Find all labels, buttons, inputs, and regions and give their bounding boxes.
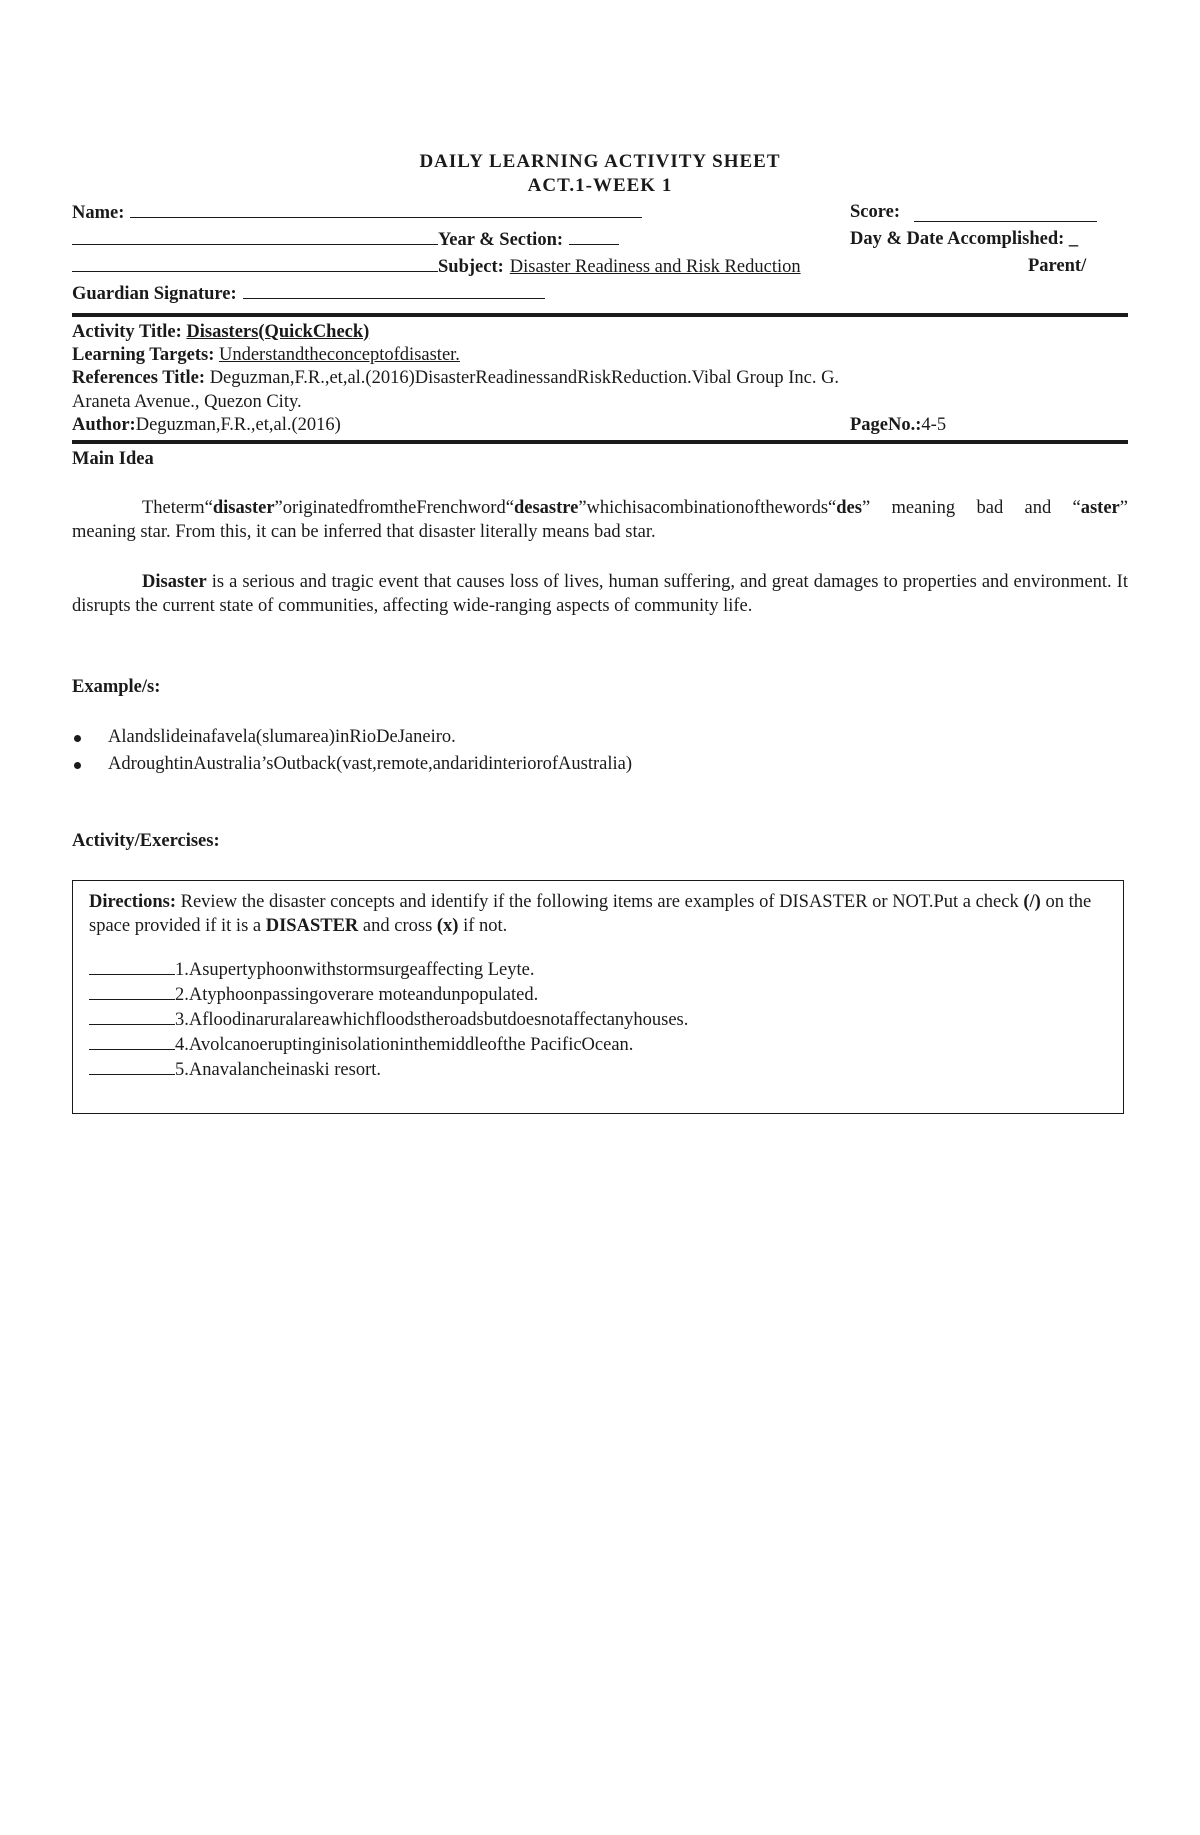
subject-label: Subject: [438, 256, 504, 277]
author-value: Deguzman,F.R.,et,al.(2016) [135, 414, 341, 435]
activity-title-line [72, 321, 1128, 344]
parent-label: Parent/ [1028, 255, 1087, 276]
directions-part-a: Review the disaster concepts and identify if the following items are examples of DISASTER or NOT.Put a check [176, 891, 1024, 912]
divider-top [72, 313, 1128, 317]
learning-targets-label: Learning Targets: [72, 344, 215, 365]
term-aster: aster [1080, 498, 1120, 519]
name-continuation-blank[interactable] [72, 228, 438, 245]
term-desastre: desastre [513, 498, 579, 519]
guardian-signature-blank[interactable] [243, 282, 545, 299]
cross-mark-symbol: (x) [436, 915, 459, 936]
directions-part-d: if not. [458, 915, 508, 936]
exercise-item [89, 1033, 1107, 1058]
learning-targets-value: Understandtheconceptofdisaster. [218, 344, 460, 365]
document-content [72, 150, 1128, 1114]
directions-text [89, 890, 1107, 938]
activity-title-value: Disasters(QuickCheck) [186, 321, 370, 342]
check-mark-symbol: (/) [1023, 891, 1041, 912]
year-section-label: Year & Section: [438, 229, 564, 250]
directions-box [72, 880, 1124, 1114]
subject-row [72, 255, 1128, 282]
directions-part-c: and cross [358, 915, 437, 936]
guardian-row [72, 282, 1128, 309]
references-line [72, 367, 1128, 390]
references-line-2: Araneta Avenue., Quezon City. [72, 391, 302, 412]
answer-blank[interactable] [89, 1058, 175, 1075]
sheet-title: DAILY LEARNING ACTIVITY SHEET [419, 151, 781, 172]
exercise-item [89, 983, 1107, 1008]
name-label: Name: [72, 202, 125, 223]
exercise-text: 3.Afloodinaruralareawhichfloodstheroadsbutdoesnotaffectanyhouses. [175, 1009, 689, 1030]
directions-label: Directions: [89, 891, 176, 912]
p2-text: is a serious and tragic event that causes loss of lives, human suffering, and great damages to properties and environment. It disrupts the current state of communities, affecting wide-ranging aspects of community life. [72, 571, 1128, 616]
examples-heading: Example/s: [72, 677, 161, 698]
activity-meta [72, 321, 1128, 438]
page-number [850, 414, 946, 437]
answer-blank[interactable] [89, 983, 175, 1000]
exercise-item [89, 958, 1107, 983]
main-idea-paragraph-2 [72, 571, 1128, 618]
bullet-icon [74, 762, 81, 769]
year-section-row [72, 228, 1128, 255]
exercise-text: 4.Avolcanoeruptinginisolationinthemiddleofthe PacificOcean. [175, 1034, 634, 1055]
exercise-text: 2.Atyphoonpassingoverare moteandunpopulated. [175, 984, 539, 1005]
exercise-text: 5.Anavalancheinaski resort. [175, 1059, 381, 1080]
example-text: AdroughtinAustralia’sOutback(vast,remote,andaridinteriorofAustralia) [108, 753, 633, 774]
references-label: References Title: [72, 368, 206, 389]
page-number-value: 4-5 [921, 414, 947, 435]
references-value: Deguzman,F.R.,et,al.(2016)DisasterReadinessandRiskReduction.Vibal Group Inc. G. [209, 368, 840, 389]
activity-heading: Activity/Exercises: [72, 830, 220, 851]
p1-text-i: ” meaning star. From this, it can be inferred that disaster literally means bad star. [72, 498, 1128, 543]
bullet-icon [74, 735, 81, 742]
main-idea-paragraph-1 [72, 497, 1128, 544]
day-date-label: Day & Date Accomplished: _ [850, 228, 1079, 249]
activity-title-label: Activity Title: [72, 321, 182, 342]
author-label: Author: [72, 414, 136, 435]
example-text: Alandslideinafavela(slumarea)inRioDeJaneiro. [108, 726, 456, 747]
disaster-keyword: DISASTER [265, 915, 359, 936]
name-row [72, 201, 1128, 228]
p1-text-c: ”originatedfromtheFrenchword“ [274, 498, 514, 519]
divider-bottom [72, 440, 1128, 444]
answer-blank[interactable] [89, 1008, 175, 1025]
name-blank[interactable] [130, 201, 642, 218]
p1-text-a: Theterm“ [142, 498, 213, 519]
term-disaster-2: Disaster [142, 571, 207, 592]
subject-value: Disaster Readiness and Risk Reduction [509, 256, 801, 277]
year-section-blank[interactable] [569, 228, 619, 245]
p1-text-g: ” meaning bad and “ [861, 498, 1081, 519]
main-idea-heading: Main Idea [72, 448, 154, 469]
term-disaster: disaster [212, 498, 275, 519]
list-item [72, 726, 1128, 753]
exercise-text: 1.Asupertyphoonwithstormsurgeaffecting Leyte. [175, 959, 535, 980]
directions-part-b: on the space provided if it is a [89, 891, 1092, 936]
learning-targets-line [72, 344, 1128, 367]
day-date-continuation-blank[interactable] [72, 255, 438, 272]
examples-list [72, 726, 1128, 780]
page-number-label: PageNo.: [850, 414, 922, 435]
exercise-item [89, 1008, 1107, 1033]
exercise-item [89, 1058, 1107, 1083]
guardian-label: Guardian Signature: [72, 283, 237, 304]
p1-text-e: ”whichisacombinationofthewords“ [578, 498, 837, 519]
term-des: des [836, 498, 862, 519]
list-item [72, 753, 1128, 780]
answer-blank[interactable] [89, 958, 175, 975]
sheet-subtitle: ACT.1-WEEK 1 [527, 175, 673, 197]
answer-blank[interactable] [89, 1033, 175, 1050]
score-blank[interactable] [914, 205, 1097, 222]
score-label: Score: [850, 201, 900, 222]
author-line [72, 414, 1128, 438]
